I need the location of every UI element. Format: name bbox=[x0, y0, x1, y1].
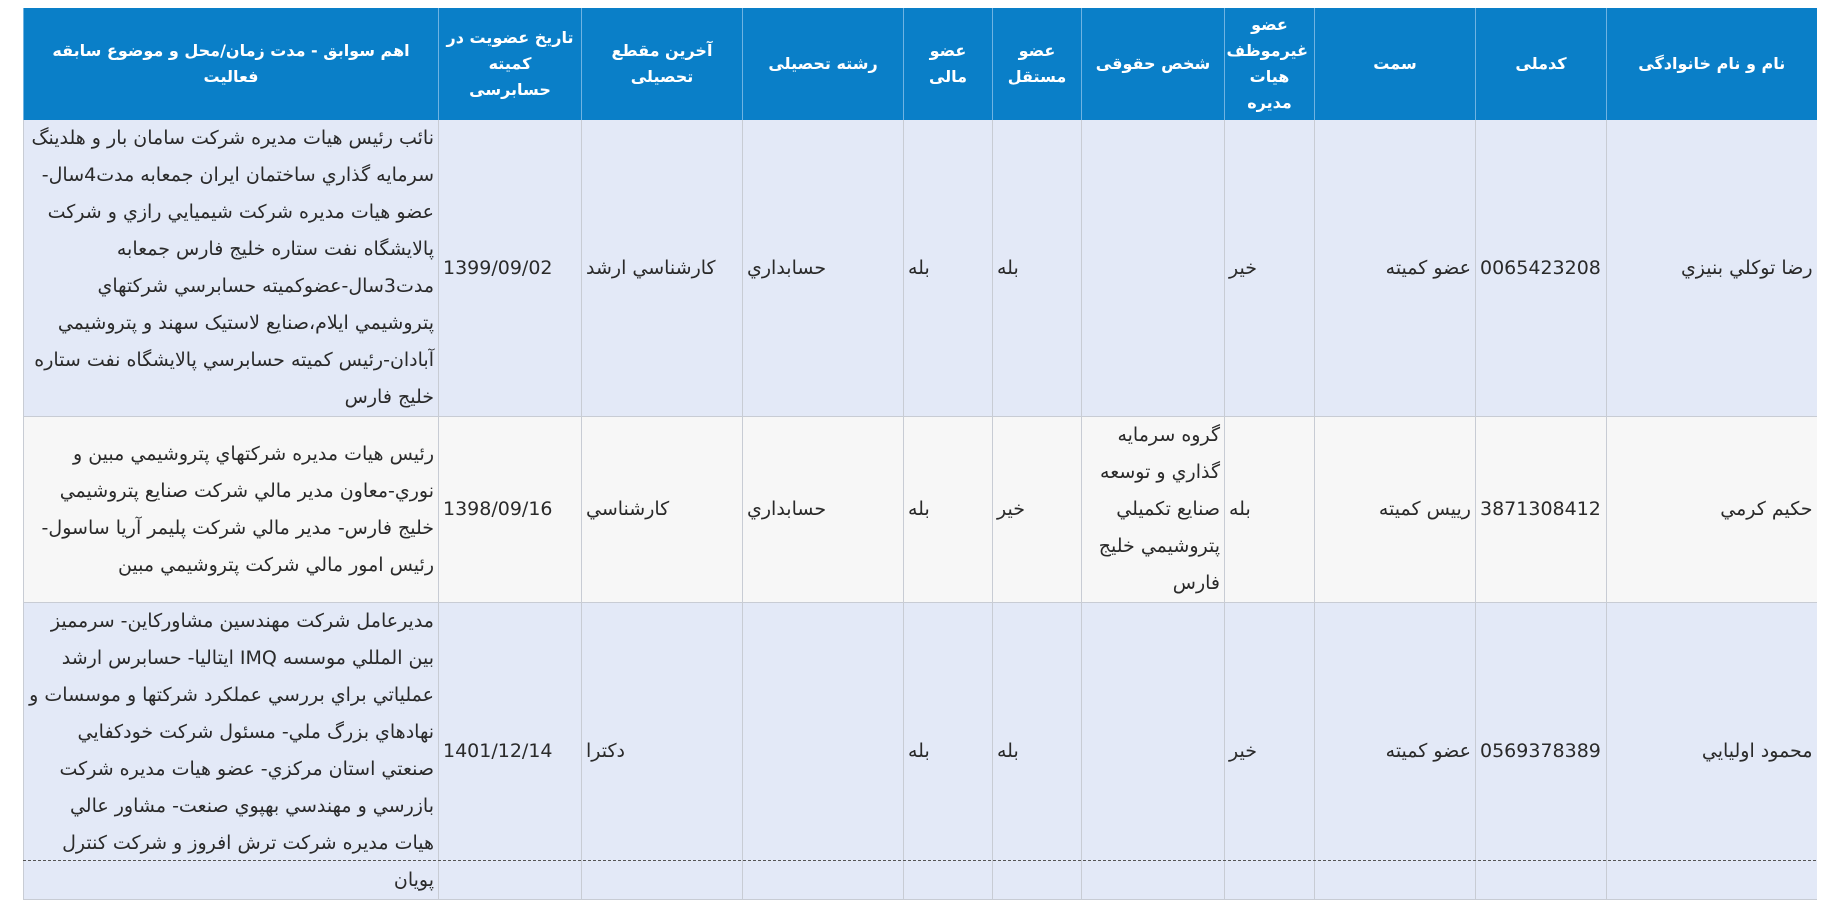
cell-independent: بله bbox=[993, 120, 1082, 417]
header-legal-entity: شخص حقوقی bbox=[1082, 8, 1225, 120]
header-independent: عضو مستقل bbox=[993, 8, 1082, 120]
header-membership-date: تاریخ عضویت در کمیته حسابرسی bbox=[439, 8, 582, 120]
cell-national-code: 3871308412 bbox=[1476, 417, 1607, 603]
cell-name: محمود اوليايي bbox=[1607, 603, 1817, 900]
cell-membership-date: 1401/12/14 bbox=[439, 603, 582, 900]
dashed-divider bbox=[23, 860, 1816, 861]
cell-field-of-study: حسابداري bbox=[743, 417, 904, 603]
cell-financial: بله bbox=[904, 603, 993, 900]
table-row bbox=[24, 417, 1817, 603]
cell-field-of-study bbox=[743, 603, 904, 900]
header-name: نام و نام خانوادگی bbox=[1607, 8, 1817, 120]
cell-position: عضو كميته bbox=[1315, 120, 1476, 417]
cell-legal-entity: گروه سرمايه گذاري و توسعه صنايع تكميلي پتروشيمي خليج فارس bbox=[1082, 417, 1225, 603]
cell-position: عضو كميته bbox=[1315, 603, 1476, 900]
cell-degree: دكترا bbox=[582, 603, 743, 900]
header-financial: عضو مالی bbox=[904, 8, 993, 120]
table-row bbox=[24, 120, 1817, 417]
table-row bbox=[24, 603, 1817, 900]
cell-independent: خير bbox=[993, 417, 1082, 603]
cell-position: رييس كميته bbox=[1315, 417, 1476, 603]
cell-name: رضا توكلي بنيزي bbox=[1607, 120, 1817, 417]
table-header-row bbox=[24, 8, 1817, 120]
header-degree: آخرین مقطع تحصیلی bbox=[582, 8, 743, 120]
cell-legal-entity bbox=[1082, 120, 1225, 417]
cell-independent: بله bbox=[993, 603, 1082, 900]
header-national-code: کدملی bbox=[1476, 8, 1607, 120]
header-non-executive: عضو غیرموظف هیات مدیره bbox=[1225, 8, 1315, 120]
cell-name: حكيم كرمي bbox=[1607, 417, 1817, 603]
cell-financial: بله bbox=[904, 417, 993, 603]
cell-national-code: 0065423208 bbox=[1476, 120, 1607, 417]
cell-experience: نائب رئيس هيات مديره شركت سامان بار و هلدينگ سرمايه گذاري ساختمان ايران جمعابه مدت4سال-عضو هيات مديره شركت شيميايي رازي و شركت پالايشگاه نفت ستاره خليج فارس جمعابه مدت3سال-عضوكميته حسابرسي شركتهاي پتروشيمي ايلام،صنايع لاستيک سهند و پتروشيمي آبادان-رئيس كميته حسابرسي پالايشگاه نفت ستاره خليج فارس bbox=[24, 120, 439, 417]
header-position: سمت bbox=[1315, 8, 1476, 120]
cell-experience: مديرعامل شركت مهندسين مشاوركاين- سرمميز بين المللي موسسه IMQ ايتاليا- حسابرس ارشد عملياتي براي بررسي عملكرد شركتها و موسسات و نهادهاي بزرگ ملي- مسئول شركت خودكفايي صنعتي استان مركزي- عضو هيات مديره شركت بازرسي و مهندسي بهپوي صنعت- مشاور عالي هيات مديره شركت ترش افروز و شركت كنترل پويان bbox=[24, 603, 439, 900]
header-experience: اهم سوابق - مدت زمان/محل و موضوع سابقه فعالیت bbox=[24, 8, 439, 120]
header-field-of-study: رشته تحصیلی bbox=[743, 8, 904, 120]
audit-committee-table bbox=[23, 8, 1817, 900]
cell-legal-entity bbox=[1082, 603, 1225, 900]
cell-degree: كارشناسي bbox=[582, 417, 743, 603]
cell-non-executive: بله bbox=[1225, 417, 1315, 603]
cell-financial: بله bbox=[904, 120, 993, 417]
cell-membership-date: 1398/09/16 bbox=[439, 417, 582, 603]
cell-experience: رئيس هيات مديره شركتهاي پتروشيمي مبين و نوري-معاون مدير مالي شركت صنايع پتروشيمي خليج فارس- مدير مالي شركت پليمر آريا ساسول-رئيس امور مالي شركت پتروشيمي مبين bbox=[24, 417, 439, 603]
cell-non-executive: خير bbox=[1225, 120, 1315, 417]
cell-national-code: 0569378389 bbox=[1476, 603, 1607, 900]
cell-non-executive: خير bbox=[1225, 603, 1315, 900]
cell-membership-date: 1399/09/02 bbox=[439, 120, 582, 417]
cell-degree: كارشناسي ارشد bbox=[582, 120, 743, 417]
cell-field-of-study: حسابداري bbox=[743, 120, 904, 417]
committee-table-container bbox=[23, 8, 1816, 900]
